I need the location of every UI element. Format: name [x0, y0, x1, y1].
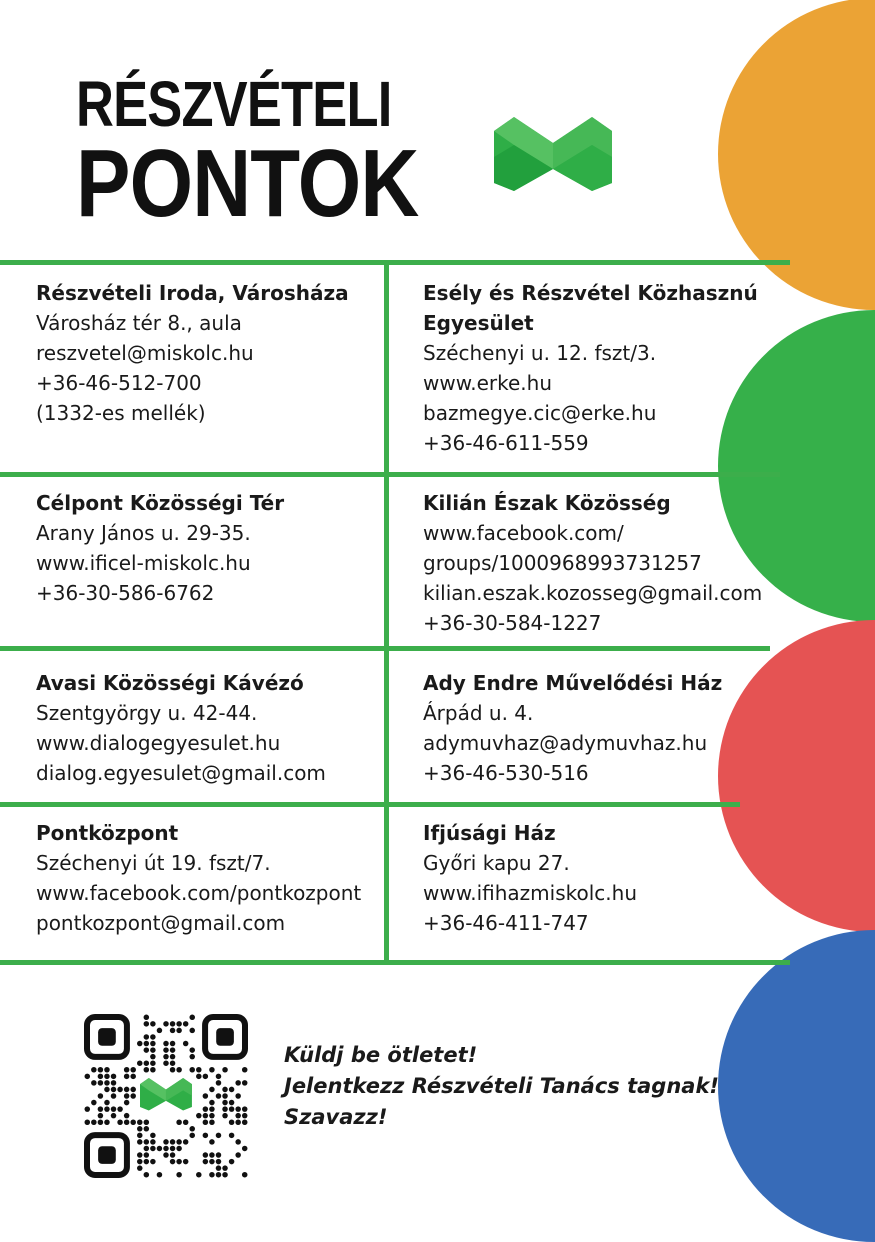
point-card [423, 278, 758, 458]
point-website[interactable]: www.facebook.com/pontkozpont [36, 881, 362, 905]
point-website[interactable]: www.ifihazmiskolc.hu [423, 881, 638, 905]
red-circle [718, 620, 875, 932]
point-address: Széchenyi út 19. fszt/7. [36, 851, 271, 875]
point-address: Széchenyi u. 12. fszt/3. [423, 341, 657, 365]
cta-line-2: Jelentkezz Részvételi Tanács tagnak! [284, 1074, 720, 1098]
grid-line [0, 960, 790, 965]
point-name: Kilián Észak Közösség [423, 491, 671, 515]
point-address: Győri kapu 27. [423, 851, 570, 875]
grid-line [0, 260, 790, 265]
grid-line [0, 472, 780, 477]
point-card [423, 668, 722, 788]
point-phone[interactable]: +36-46-512-700 [36, 371, 202, 395]
point-email[interactable]: reszvetel@miskolc.hu [36, 341, 254, 365]
point-phone[interactable]: +36-30-584-1227 [423, 611, 602, 635]
grid-divider [384, 260, 389, 965]
point-name: Avasi Közösségi Kávézó [36, 671, 304, 695]
point-card [423, 488, 762, 638]
point-name: Ady Endre Művelődési Ház [423, 671, 723, 695]
point-card [423, 818, 637, 938]
point-website[interactable]: www.erke.hu [423, 371, 553, 395]
cta-line-3: Szavazz! [284, 1105, 388, 1129]
point-phone[interactable]: +36-46-411-747 [423, 911, 589, 935]
blue-circle [718, 930, 875, 1242]
point-name-continued: Egyesület [423, 311, 534, 335]
point-email[interactable]: adymuvhaz@adymuvhaz.hu [423, 731, 708, 755]
page-title-line-1: RÉSZVÉTELI [76, 68, 392, 140]
point-address: Arany János u. 29-35. [36, 521, 251, 545]
point-address: Szentgyörgy u. 42-44. [36, 701, 258, 725]
point-website-continued[interactable]: groups/1000968993731257 [423, 551, 702, 575]
point-email[interactable]: pontkozpont@gmail.com [36, 911, 286, 935]
point-website[interactable]: www.ificel-miskolc.hu [36, 551, 251, 575]
point-phone[interactable]: +36-30-586-6762 [36, 581, 215, 605]
page-title-line-2: PONTOK [76, 130, 419, 237]
point-phone[interactable]: +36-46-611-559 [423, 431, 589, 455]
point-name: Részvételi Iroda, Városháza [36, 281, 349, 305]
cta-line-1: Küldj be ötletet! [284, 1043, 478, 1067]
point-website[interactable]: www.dialogegyesulet.hu [36, 731, 281, 755]
point-address: Árpád u. 4. [423, 701, 534, 725]
point-email[interactable]: bazmegye.cic@erke.hu [423, 401, 657, 425]
point-name: Pontközpont [36, 821, 179, 845]
point-note: (1332-es mellék) [36, 401, 206, 425]
grid-line [0, 802, 740, 807]
green-m-logo-icon [494, 117, 612, 191]
point-card [36, 668, 326, 788]
point-card [36, 818, 361, 938]
point-name: Ifjúsági Ház [423, 821, 556, 845]
point-card [36, 278, 349, 428]
point-phone[interactable]: +36-46-530-516 [423, 761, 589, 785]
point-website[interactable]: www.facebook.com/ [423, 521, 624, 545]
qr-code-icon[interactable] [84, 1014, 248, 1178]
point-name: Esély és Részvétel Közhasznú [423, 281, 758, 305]
point-name: Célpont Közösségi Tér [36, 491, 285, 515]
point-card [36, 488, 284, 608]
point-email[interactable]: kilian.eszak.kozosseg@gmail.com [423, 581, 763, 605]
point-email[interactable]: dialog.egyesulet@gmail.com [36, 761, 326, 785]
point-address: Városház tér 8., aula [36, 311, 242, 335]
call-to-action [284, 1040, 719, 1133]
